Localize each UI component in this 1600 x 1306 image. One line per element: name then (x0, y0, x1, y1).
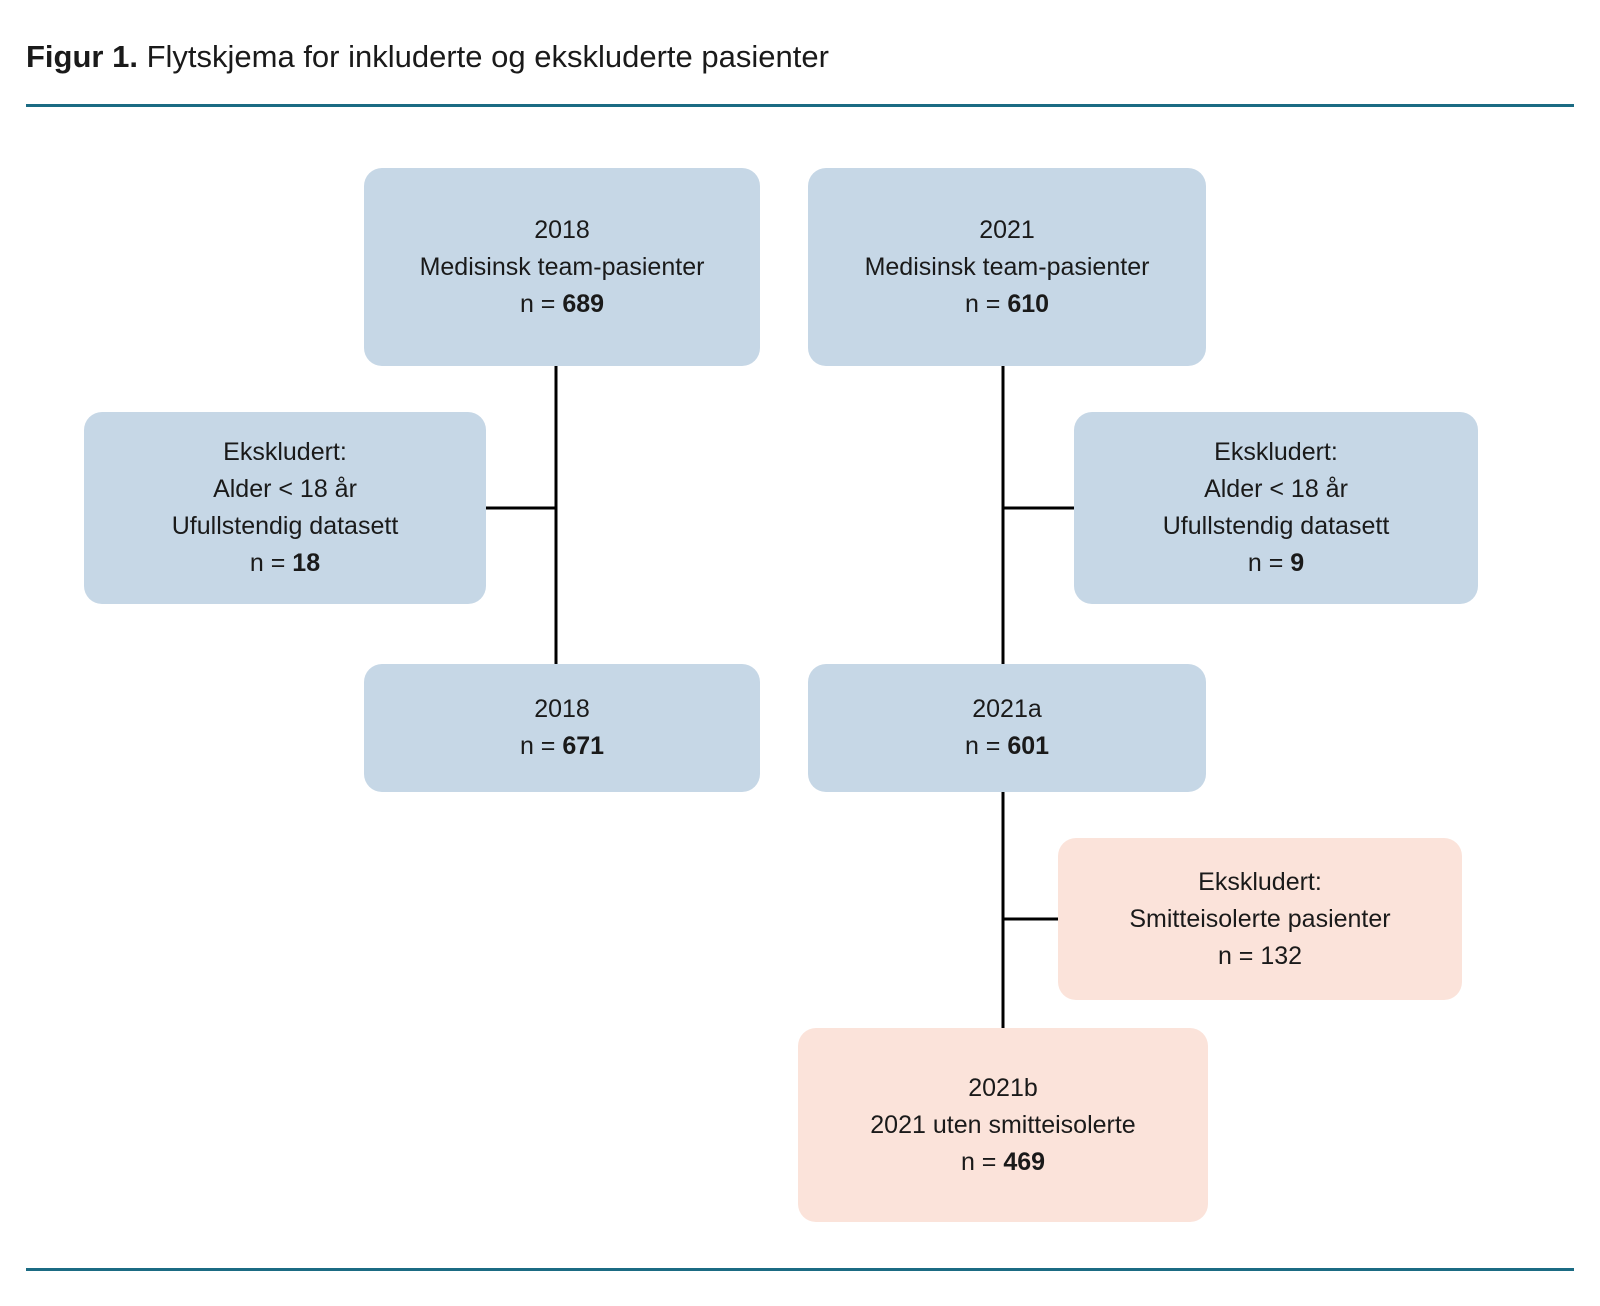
count-prefix: n = (1247, 549, 1291, 577)
node-line: Ufullstendig datasett (171, 512, 399, 540)
node-count (1248, 545, 1304, 582)
count-prefix: n = (249, 549, 293, 577)
node-line: Medisinsk team-pasienter (864, 252, 1150, 281)
node-line: 2021 uten smitteisolerte (870, 1110, 1136, 1139)
count-value: 18 (292, 549, 321, 577)
node-line: 2021b (968, 1073, 1038, 1102)
count-prefix: n = (1217, 941, 1261, 970)
count-value: 469 (1003, 1147, 1046, 1176)
count-value: 132 (1260, 941, 1303, 970)
count-prefix: n = (964, 289, 1008, 318)
figure-caption: Flytskjema for inkluderte og ekskluderte pasienter (146, 39, 829, 74)
count-value: 671 (562, 732, 605, 760)
node-line: Ekskludert: (1214, 438, 1338, 466)
count-prefix: n = (519, 289, 563, 318)
node-line: Ekskludert: (223, 438, 347, 466)
node-line: 2018 (534, 215, 590, 244)
figure-label: Figur 1. (26, 39, 138, 74)
node-count (250, 545, 320, 582)
node-line: Alder < 18 år (1204, 475, 1348, 503)
node-excluded-isolated (1058, 838, 1462, 1000)
node-count (520, 728, 604, 765)
node-count (965, 728, 1049, 765)
node-excluded-2021 (1074, 412, 1478, 604)
node-count (520, 286, 604, 323)
node-line: 2018 (534, 695, 590, 723)
node-line: 2021 (979, 215, 1035, 244)
count-value: 610 (1007, 289, 1050, 318)
count-prefix: n = (960, 1147, 1004, 1176)
count-prefix: n = (519, 732, 563, 760)
count-value: 601 (1007, 732, 1050, 760)
node-included-2021b (798, 1028, 1208, 1222)
node-line: 2021a (972, 695, 1042, 723)
node-2018-total (364, 168, 760, 366)
node-2021-total (808, 168, 1206, 366)
node-line: Smitteisolerte pasienter (1129, 904, 1391, 933)
node-line: Alder < 18 år (213, 475, 357, 503)
count-prefix: n = (964, 732, 1008, 760)
node-count (965, 286, 1049, 323)
count-value: 9 (1290, 549, 1305, 577)
node-count (1218, 938, 1302, 975)
node-count (961, 1144, 1045, 1181)
node-line: Medisinsk team-pasienter (419, 252, 705, 281)
node-included-2018 (364, 664, 760, 792)
count-value: 689 (562, 289, 605, 318)
node-line: Ufullstendig datasett (1162, 512, 1390, 540)
node-included-2021a (808, 664, 1206, 792)
node-excluded-2018 (84, 412, 486, 604)
node-line: Ekskludert: (1198, 867, 1322, 896)
